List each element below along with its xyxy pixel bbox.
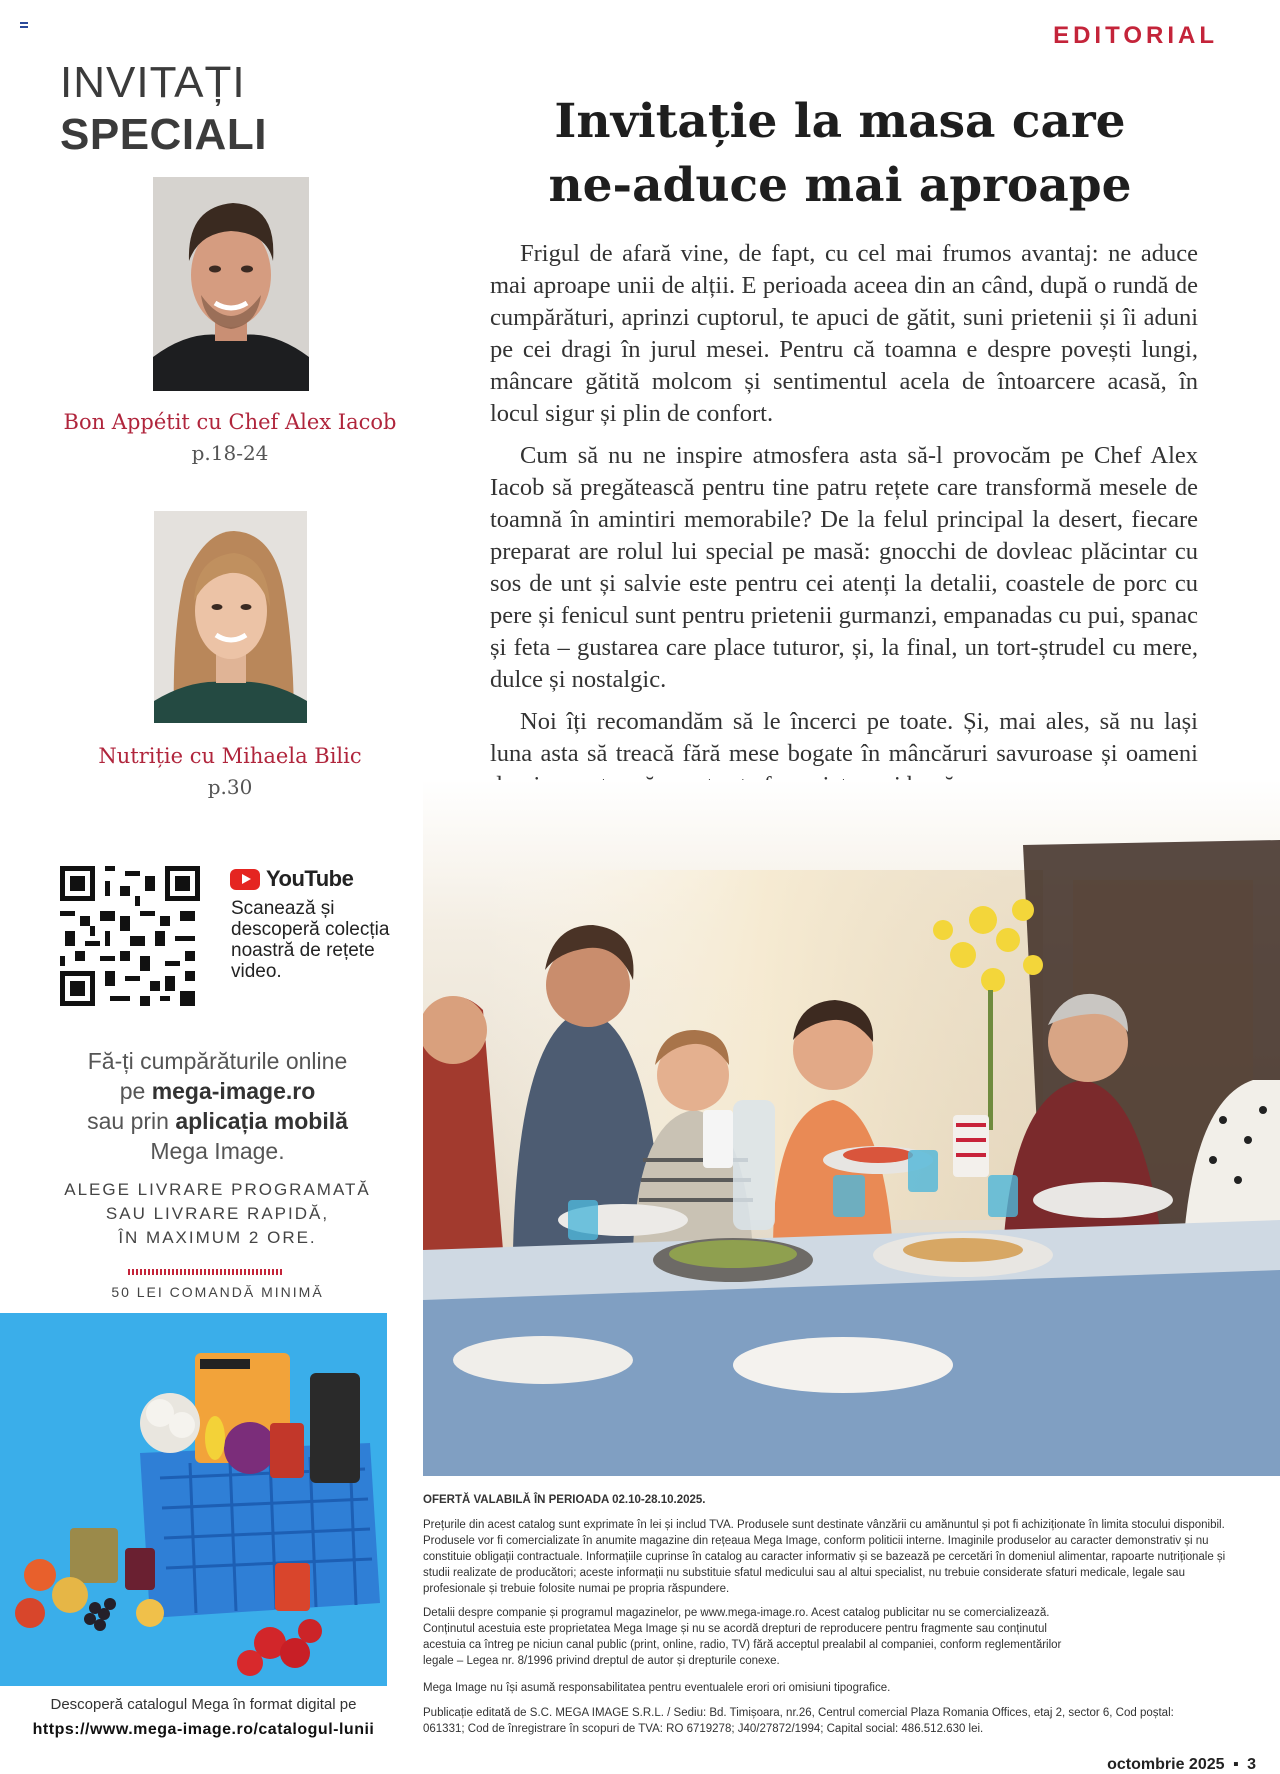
shop-line3-prefix: sau prin xyxy=(87,1108,176,1134)
digital-catalog-text: Descoperă catalogul Mega în format digital pe xyxy=(50,1696,357,1713)
shop-line1: Fă-ți cumpărăturile online xyxy=(87,1048,348,1074)
section-label: EDITORIAL xyxy=(1053,22,1218,49)
article-paragraph: Frigul de afară vine, de fapt, cu cel mai frumos avantaj: ne aduce mai aproape unii de alții. E perioada aceea din an când, după o rundă de cumpărături, aprinzi cuptorul, te apuci de gătit, suni prietenii și îi aduni pe cei dragi în jurul mesei. Pentru că toamna e despre povești lungi, mâncare gătită molcom și sentimentul acela de întoarcere acasă, în locul sigur și plin de confort. xyxy=(490,240,1198,427)
flag-icon xyxy=(20,22,28,28)
guest-portrait-mihaela-bilic xyxy=(154,511,307,723)
shop-line3 xyxy=(30,1106,405,1136)
article-headline xyxy=(490,90,1190,218)
legal-paragraph: Publicație editată de S.C. MEGA IMAGE S.R.L. / Sediu: Bd. Timișoara, nr.26, Centrul comercial Plaza Romania Offices, etaj 2, sector 6, Cod poștal: 061331; Cod de înregistrare în scopuri de TVA: RO 6719278; J40/27872/1994; Capital social: 486.512.630 lei. xyxy=(423,1707,1174,1735)
section-heading-line1: INVITAȚI xyxy=(60,58,246,107)
offer-validity: OFERTĂ VALABILĂ ÎN PERIOADA 02.10-28.10.2025. xyxy=(423,1494,706,1506)
guest-name: Bon Appétit cu Chef Alex Iacob xyxy=(63,410,397,434)
legal-paragraph: Mega Image nu își asumă responsabilitatea pentru eventualele erori ori omisiuni tipografice. xyxy=(423,1682,891,1694)
article-body xyxy=(490,238,1198,812)
youtube-wordmark: YouTube xyxy=(266,866,354,891)
issue-month: octombrie 2025 xyxy=(1107,1756,1225,1773)
delivery-line: ÎN MAXIMUM 2 ORE. xyxy=(118,1228,317,1247)
page-footer xyxy=(1107,1756,1256,1774)
guest-page-ref: p.18-24 xyxy=(191,441,269,465)
minimum-order-text: 50 LEI COMANDĂ MINIMĂ xyxy=(111,1284,324,1300)
qr-code[interactable] xyxy=(60,866,200,1006)
article-paragraph: Cum să nu ne inspire atmosfera asta să-l provocăm pe Chef Alex Iacob să pregătească pentru tine patru rețete care transformă mesele de toamnă în amintiri memorabile? De la felul principal la desert, fiecare preparat are rolul lui special pe masă: gnocchi de dovleac plăcintar cu sos de unt și salvie este pentru cei atenți la detalii, coastele de porc cu pere și fenicul sunt pentru prietenii gurmanzi, empanadas cu pui, spanac și feta – gustarea care place tuturor, și, la final, un tort-ștrudel cu mere, dulce și nostalgic. xyxy=(490,442,1198,693)
legal-paragraph: Detalii despre companie și programul magazinelor, pe www.mega-image.ro. Acest catalog publicitar nu se comercializează. Conținutul acestuia este proprietatea Mega Image și nu se acordă drepturi de reproducere pentru fragmente sau conținutul acestuia ca întreg pe niciun canal public (print, online, radio, TV) fără acceptul prealabil al companiei, conform reglementărilor legale – Legea nr. 8/1996 privind dreptul de autor și drepturile conexe. xyxy=(423,1607,1062,1667)
grocery-basket-image xyxy=(0,1313,387,1686)
guest-portrait-alex-iacob xyxy=(153,177,309,391)
mobile-app-text: aplicația mobilă xyxy=(175,1108,348,1134)
article-paragraph: Noi îți recomandăm să le încerci pe toate. Și, mai ales, să nu lași luna asta să treacă fără mese bogate în mâncăruri savuroase și oameni xyxy=(490,708,1198,767)
guest-page-ref: p.30 xyxy=(207,775,253,799)
footer-separator: ▪ xyxy=(1232,1756,1239,1773)
delivery-info xyxy=(30,1178,405,1250)
section-heading-line2: SPECIALI xyxy=(60,110,267,159)
headline-line2: ne-aduce mai aproape xyxy=(548,158,1132,213)
digital-catalog-link[interactable]: https://www.mega-image.ro/catalogul-lunii xyxy=(32,1721,375,1738)
delivery-line: SAU LIVRARE RAPIDĂ, xyxy=(105,1204,330,1223)
youtube-logo[interactable] xyxy=(230,866,353,892)
youtube-icon xyxy=(230,869,260,890)
shop-line2-prefix: pe xyxy=(119,1078,152,1104)
website-link[interactable]: mega-image.ro xyxy=(151,1078,316,1104)
youtube-cta-text: Scanează și descoperă colecția noastră de rețete video. xyxy=(231,898,390,982)
shop-online-text xyxy=(30,1046,405,1166)
family-dinner-photo xyxy=(423,780,1280,1476)
headline-line1: Invitație la masa care xyxy=(554,94,1126,149)
page-number: 3 xyxy=(1247,1756,1256,1773)
shop-line2 xyxy=(30,1076,405,1106)
shop-line4: Mega Image. xyxy=(150,1138,285,1164)
legal-paragraph: Prețurile din acest catalog sunt exprimate în lei și includ TVA. Produsele sunt destinate vânzării cu amănuntul și pot fi achiziționate în limita stocului disponibil. Produsele vor fi comercializate în anumite magazine din rețeaua Mega Image, conform politicii interne. Imaginile produselor au caracter demonstrativ și nu constituie obligații contractuale. Informațiile cuprinse în catalog au caracter informativ și se bazează pe cercetări în domeniul alimentar, rapoarte nutriționale și studii realizate de producători; aceste informații nu substituie sfatul medicului sau al altui specialist, nu trebuie considerate sfaturi medicale, legale sau profesionale și trebuie folosite numai pe propria răspundere. xyxy=(423,1519,1226,1595)
delivery-line: ALEGE LIVRARE PROGRAMATĂ xyxy=(64,1180,371,1199)
guest-name: Nutriție cu Mihaela Bilic xyxy=(98,744,362,768)
dashed-divider xyxy=(128,1269,283,1275)
